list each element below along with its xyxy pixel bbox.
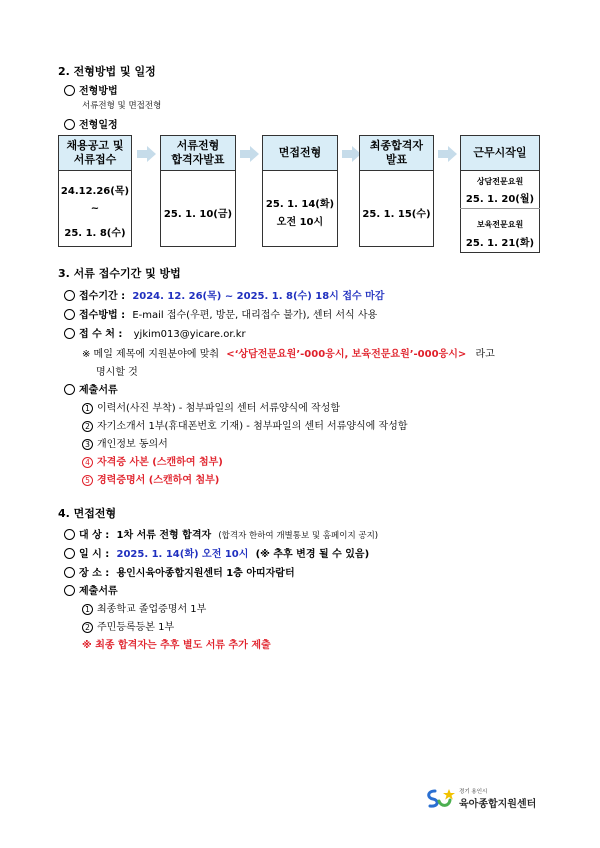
flow-step-1-header: 채용공고 및 서류접수 xyxy=(58,135,132,171)
doc-item-5 xyxy=(82,471,219,486)
method-text: 서류전형 및 면접전형 xyxy=(82,101,162,111)
schedule-row xyxy=(64,116,118,131)
flow-step-4-line-1: 25. 1. 15(수) xyxy=(362,209,431,220)
docs-label: 제출서류 xyxy=(79,385,118,396)
number-1-icon: 1 xyxy=(82,403,93,414)
number-5-icon: 5 xyxy=(82,475,93,486)
apply-place-label: 접 수 처 : xyxy=(79,329,123,340)
section-4-title: 4. 면접전형 xyxy=(58,507,117,520)
flow-step-3-line-2: 오전 10시 xyxy=(276,217,324,228)
flow-step-2-header: 서류전형 합격자발표 xyxy=(160,135,236,171)
doc-item-2-text: 자기소개서 1부(휴대폰번호 기재) - 첨부파일의 센터 서류양식에 작성함 xyxy=(97,421,408,432)
interview-docs-label: 제출서류 xyxy=(79,586,118,597)
docs-row xyxy=(64,381,118,396)
flow-step-5-divider xyxy=(460,208,540,209)
interview-doc-item-2-text: 주민등록등본 1부 xyxy=(97,622,175,633)
interview-place-row xyxy=(64,564,295,579)
interview-date-row xyxy=(64,545,369,560)
method-row xyxy=(64,82,118,97)
center-logo-mark-icon xyxy=(425,787,457,809)
flow-step-5-line-3: 보육전문요원 xyxy=(476,220,524,229)
interview-docs-row xyxy=(64,582,118,597)
interview-place-label: 장 소 : xyxy=(79,568,110,579)
flow-step-5-line-1: 상담전문요원 xyxy=(476,177,524,186)
doc-item-3-text: 개인정보 동의서 xyxy=(97,439,168,450)
circle-bullet-icon xyxy=(64,585,75,596)
interview-target-row xyxy=(64,526,378,541)
doc-item-4 xyxy=(82,453,223,468)
circle-bullet-icon xyxy=(64,567,75,578)
final-note: ※ 최종 합격자는 추후 별도 서류 추가 제출 xyxy=(82,640,271,651)
flow-step-4-header: 최종합격자 발표 xyxy=(359,135,434,171)
interview-doc-item-1 xyxy=(82,600,206,615)
doc-item-3 xyxy=(82,435,168,450)
interview-target-note: (합격자 한하여 개별통보 및 홈페이지 공지) xyxy=(218,531,379,541)
doc-item-1 xyxy=(82,399,340,414)
number-4-icon: 4 xyxy=(82,457,93,468)
flow-step-3-line-1: 25. 1. 14(화) xyxy=(265,199,335,210)
period-label: 접수기간 : xyxy=(79,291,126,302)
interview-place-value: 용인시육아종합지원센터 1층 아띠자람터 xyxy=(116,568,295,579)
flow-step-1-line-1: 24.12.26(목) xyxy=(60,186,130,197)
circle-bullet-icon xyxy=(64,85,75,96)
flow-step-1-line-3: 25. 1. 8(수) xyxy=(64,228,126,239)
circle-bullet-icon xyxy=(64,384,75,395)
flow-step-1-line-2: ~ xyxy=(90,203,100,214)
mail-note-highlight: <‘상담전문요원’-000응시, 보육전문요원’-000응시> xyxy=(226,349,467,360)
apply-place-row xyxy=(64,325,246,340)
doc-item-2 xyxy=(82,417,408,432)
interview-date-note: (※ 추후 변경 될 수 있음) xyxy=(255,549,370,560)
mail-note-prefix: ※ 메일 제목에 지원분야에 맞춰 xyxy=(82,349,220,360)
interview-date-label: 일 시 : xyxy=(79,549,110,560)
logo-title: 육아종합지원센터 xyxy=(459,799,537,810)
section-3-title: 3. 서류 접수기간 및 방법 xyxy=(58,267,181,280)
number-2-icon: 2 xyxy=(82,622,93,633)
apply-method-row xyxy=(64,306,377,321)
doc-item-4-text: 자격증 사본 (스캔하여 첨부) xyxy=(97,457,223,468)
number-3-icon: 3 xyxy=(82,439,93,450)
number-2-icon: 2 xyxy=(82,421,93,432)
apply-email: yjkim013@yicare.or.kr xyxy=(133,329,246,340)
flow-step-3-header: 면접전형 xyxy=(262,135,338,171)
interview-target-label: 대 상 : xyxy=(79,530,110,541)
doc-item-5-text: 경력증명서 (스캔하여 첨부) xyxy=(97,475,220,486)
logo-small-text: 경기 용인시 xyxy=(459,789,488,795)
period-row xyxy=(64,287,384,302)
interview-doc-item-2 xyxy=(82,618,174,633)
apply-method-value: E-mail 접수(우편, 방문, 대리접수 불가), 센터 서식 사용 xyxy=(132,310,378,321)
circle-bullet-icon xyxy=(64,529,75,540)
flow-step-2-line-1: 25. 1. 10(금) xyxy=(163,209,233,220)
flow-step-5-line-4: 25. 1. 21(화) xyxy=(465,238,535,249)
mail-note-line-2: 명시할 것 xyxy=(96,367,138,378)
circle-bullet-icon xyxy=(64,309,75,320)
period-value: 2024. 12. 26(목) ~ 2025. 1. 8(수) 18시 접수 마감 xyxy=(132,291,385,302)
circle-bullet-icon xyxy=(64,328,75,339)
doc-item-1-text: 이력서(사진 부착) - 첨부파일의 센터 서류양식에 작성함 xyxy=(97,403,341,414)
circle-bullet-icon xyxy=(64,290,75,301)
flow-step-5-line-2: 25. 1. 20(월) xyxy=(465,194,535,205)
method-label: 전형방법 xyxy=(79,86,118,97)
section-2-title: 2. 전형방법 및 일정 xyxy=(58,65,156,78)
flow-step-5-header: 근무시작일 xyxy=(460,135,540,171)
schedule-label: 전형일정 xyxy=(79,120,118,131)
circle-bullet-icon xyxy=(64,548,75,559)
mail-note-line-1 xyxy=(82,345,495,360)
interview-target-value: 1차 서류 전형 합격자 xyxy=(116,530,212,541)
mail-note-suffix: 라고 xyxy=(475,349,495,360)
circle-bullet-icon xyxy=(64,119,75,130)
interview-date-value: 2025. 1. 14(화) 오전 10시 xyxy=(116,549,249,560)
apply-method-label: 접수방법 : xyxy=(79,310,126,321)
number-1-icon: 1 xyxy=(82,604,93,615)
interview-doc-item-1-text: 최종학교 졸업증명서 1부 xyxy=(97,604,207,615)
